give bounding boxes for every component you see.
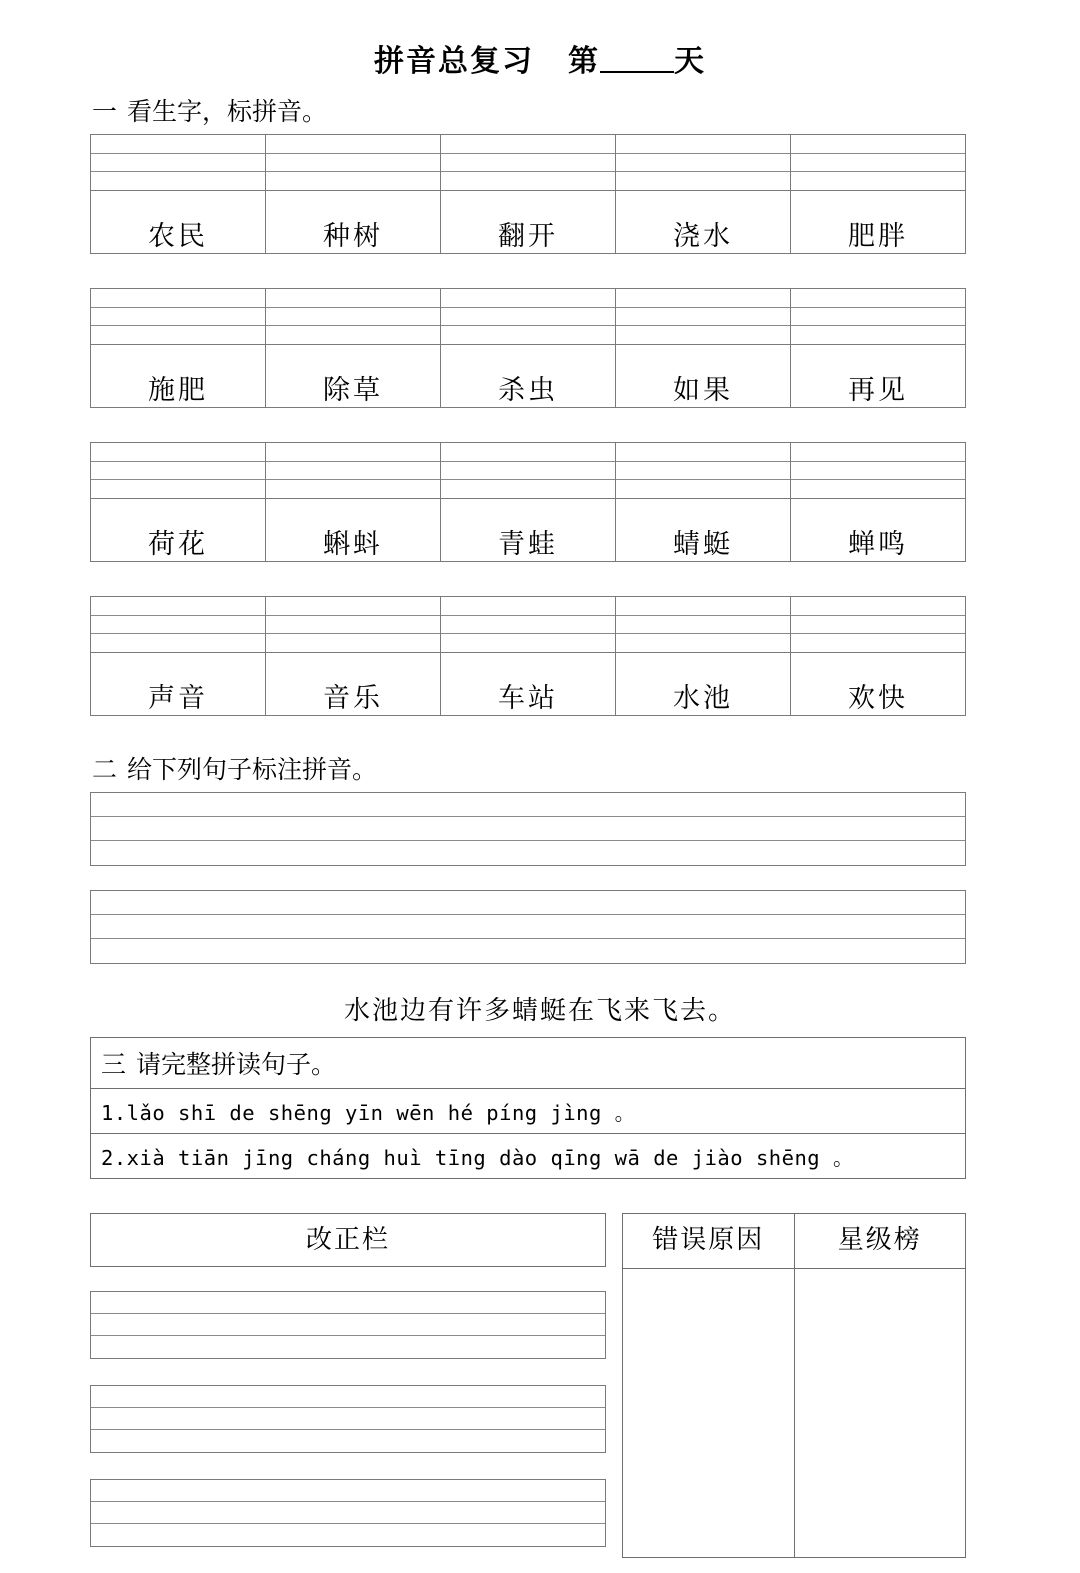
- evaluation-panel: [622, 1213, 966, 1558]
- target-sentence: 水池边有许多蜻蜓在飞来飞去。: [343, 996, 736, 1025]
- word-cell: 音乐: [266, 653, 441, 716]
- word-cell: 翻开: [441, 191, 616, 254]
- evaluation-header-row: [623, 1214, 965, 1269]
- pinyin-row: [91, 289, 966, 345]
- pinyin-answer-cell[interactable]: [441, 443, 616, 499]
- word-table-row-2: [90, 288, 966, 408]
- word-cell: 施肥: [91, 345, 266, 408]
- correction-writing-block-3[interactable]: [90, 1479, 606, 1547]
- section-1-text: 看生字，标拼音。: [127, 99, 328, 126]
- pinyin-writing-block-1[interactable]: [90, 792, 966, 866]
- pinyin-answer-cell[interactable]: [441, 135, 616, 191]
- word-cell: 如果: [616, 345, 791, 408]
- pinyin-answer-cell[interactable]: [91, 443, 266, 499]
- pinyin-answer-cell[interactable]: [791, 597, 966, 653]
- pinyin-answer-cell[interactable]: [616, 597, 791, 653]
- word-row: [91, 653, 966, 716]
- reading-item-2: 2.xià tiān jīng cháng huì tīng dào qīng wā de jiào shēng 。: [101, 1146, 854, 1170]
- word-cell: 蝉鸣: [791, 499, 966, 562]
- word-row: [91, 191, 966, 254]
- star-rank-title: 星级榜: [837, 1225, 922, 1254]
- word-table-row-1: [90, 134, 966, 254]
- correction-title: 改正栏: [90, 1213, 606, 1267]
- pinyin-row: [91, 597, 966, 653]
- error-reason-answer-area[interactable]: [623, 1269, 795, 1557]
- word-cell: 荷花: [91, 499, 266, 562]
- word-row: [91, 345, 966, 408]
- pinyin-answer-cell[interactable]: [791, 443, 966, 499]
- correction-writing-block-1[interactable]: [90, 1291, 606, 1359]
- pinyin-answer-cell[interactable]: [266, 597, 441, 653]
- spacer: [0, 866, 1080, 890]
- word-cell: 水池: [616, 653, 791, 716]
- pinyin-row: [91, 135, 966, 191]
- error-reason-title: 错误原因: [623, 1214, 795, 1268]
- word-cell: 除草: [266, 345, 441, 408]
- pinyin-answer-cell[interactable]: [91, 135, 266, 191]
- pinyin-answer-cell[interactable]: [791, 289, 966, 345]
- section-1-number: 一: [92, 99, 118, 126]
- word-cell: 车站: [441, 653, 616, 716]
- evaluation-body-row: [623, 1269, 965, 1557]
- pinyin-answer-cell[interactable]: [616, 135, 791, 191]
- word-cell: 农民: [91, 191, 266, 254]
- correction-lines-wrap: [90, 1291, 606, 1547]
- pinyin-answer-cell[interactable]: [266, 289, 441, 345]
- correction-writing-block-2[interactable]: [90, 1385, 606, 1453]
- correction-panel: [90, 1213, 606, 1573]
- word-cell: 蜻蜓: [616, 499, 791, 562]
- page-title: [0, 0, 1080, 86]
- word-cell: 肥胖: [791, 191, 966, 254]
- section-2-heading: [92, 750, 1080, 786]
- pinyin-answer-cell[interactable]: [616, 443, 791, 499]
- day-label-suffix: 天: [674, 45, 706, 78]
- star-rank-answer-area[interactable]: [795, 1269, 966, 1557]
- section-2-text: 给下列句子标注拼音。: [127, 757, 378, 784]
- pinyin-answer-cell[interactable]: [441, 597, 616, 653]
- page-title-main: 拼音总复习: [374, 45, 534, 78]
- word-cell: 蝌蚪: [266, 499, 441, 562]
- section-3-number: 三: [101, 1052, 127, 1079]
- word-table-row-4: [90, 596, 966, 716]
- bottom-section: [0, 1213, 1080, 1558]
- pinyin-answer-cell[interactable]: [791, 135, 966, 191]
- word-row: [91, 499, 966, 562]
- word-cell: 声音: [91, 653, 266, 716]
- section-3-box: [90, 1037, 966, 1179]
- pinyin-answer-cell[interactable]: [616, 289, 791, 345]
- section-3-text: 请完整拼读句子。: [136, 1052, 337, 1079]
- pinyin-answer-cell[interactable]: [91, 597, 266, 653]
- word-cell: 欢快: [791, 653, 966, 716]
- reading-item-1: 1.lǎo shī de shēng yīn wēn hé píng jìng 。: [91, 1089, 965, 1134]
- word-cell: 杀虫: [441, 345, 616, 408]
- pinyin-answer-cell[interactable]: [441, 289, 616, 345]
- pinyin-answer-cell[interactable]: [91, 289, 266, 345]
- pinyin-row: [91, 443, 966, 499]
- day-label-prefix: 第: [568, 45, 600, 78]
- word-cell: 浇水: [616, 191, 791, 254]
- pinyin-writing-block-2[interactable]: [90, 890, 966, 964]
- pinyin-answer-cell[interactable]: [266, 443, 441, 499]
- section-1-heading: [92, 92, 1080, 128]
- word-cell: 青蛙: [441, 499, 616, 562]
- section-2-number: 二: [92, 757, 118, 784]
- section-3-heading: [91, 1038, 965, 1089]
- word-cell: 再见: [791, 345, 966, 408]
- word-table-row-3: [90, 442, 966, 562]
- word-cell: 种树: [266, 191, 441, 254]
- pinyin-answer-cell[interactable]: [266, 135, 441, 191]
- day-blank-underline[interactable]: [600, 71, 674, 73]
